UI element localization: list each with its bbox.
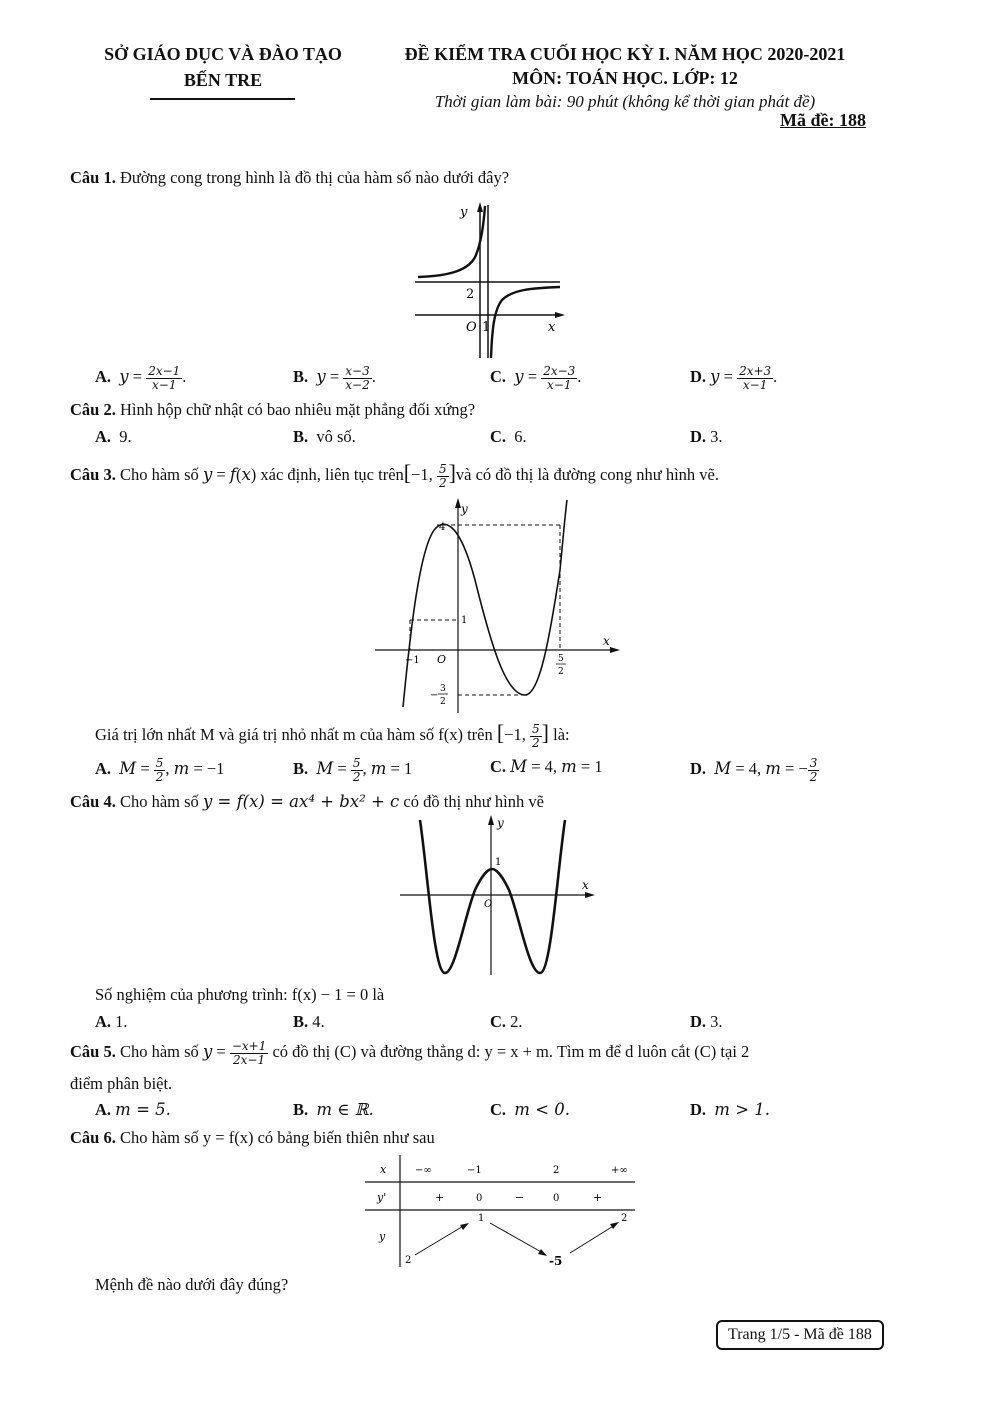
x-value: −∞	[415, 1165, 432, 1176]
q1-option-b[interactable]: B. y = $\frac{x-3}{x-2}$ .	[293, 364, 376, 392]
tick-label-2: 2	[558, 667, 564, 677]
question-5: Câu 5. Cho hàm số y = $\frac{-x+1}{2x-1}$ có đồ thị (C) và đường thẳng d: y = x + m. Tìm m để d luôn cắt (C) tại 2	[70, 1039, 750, 1067]
q3-option-a[interactable]: A. M = $\frac{5}{2}$ , m = −1	[95, 756, 225, 784]
time-note: Thời gian làm bài: 90 phút (không kể thời gian phát đề)	[434, 92, 816, 111]
q1-option-c[interactable]: C. y = $\frac{2x-3}{x-1}$ .	[490, 364, 582, 392]
q3-option-b[interactable]: B. M = $\frac{5}{2}$ , m = 1	[293, 756, 413, 784]
y-value: -5	[549, 1254, 563, 1268]
q5-option-b[interactable]: B. m ∈ ℝ.	[293, 1100, 374, 1119]
row-label-y: y	[379, 1230, 386, 1243]
origin-label: O	[484, 899, 493, 910]
question-2: Câu 2. Hình hộp chữ nhật có bao nhiêu mặt phẳng đối xứng?	[70, 400, 476, 419]
q1-option-d[interactable]: D. y = $\frac{2x+3}{x-1}$ .	[690, 364, 778, 392]
question-text: Đường cong trong hình là đồ thị của hàm số nào dưới đây?	[119, 168, 510, 187]
row-label-x: x	[380, 1163, 387, 1176]
tick-label-1: 1	[482, 320, 491, 335]
q3-graph	[375, 495, 625, 715]
sign: +	[593, 1191, 603, 1204]
question-5-cont: điểm phân biệt.	[70, 1074, 173, 1093]
x-value: −1	[467, 1165, 482, 1176]
question-6: Câu 6. Cho hàm số y = f(x) có bảng biến thiên như sau	[70, 1128, 435, 1147]
sign: +	[435, 1191, 445, 1204]
exam-title: ĐỀ KIỂM TRA CUỐI HỌC KỲ I. NĂM HỌC 2020-2021	[404, 44, 846, 64]
q2-option-c[interactable]: C. 6.	[490, 427, 527, 446]
fraction: $\frac{-x+1}{2x-1}$	[231, 1039, 267, 1067]
tick-label-4: 4	[439, 522, 446, 533]
y-value: 1	[478, 1213, 485, 1224]
q3-option-d[interactable]: D. M = 4, m = − $\frac{3}{2}$	[690, 756, 818, 784]
tick-label-5: 5	[558, 654, 564, 664]
question-1	[70, 168, 509, 188]
axis-label-x: x	[603, 634, 610, 648]
q5-option-c[interactable]: C. m < 0.	[490, 1100, 571, 1119]
row-label-yprime: y'	[377, 1191, 387, 1204]
q4-graph	[400, 815, 600, 980]
q4-option-c[interactable]: C. 2.	[490, 1012, 523, 1031]
question-6-prompt: Mệnh đề nào dưới đây đúng?	[95, 1275, 289, 1294]
y-value: 2	[405, 1255, 412, 1266]
header-rule	[150, 98, 295, 100]
variation-table	[365, 1155, 640, 1270]
tick-label-1: 1	[461, 615, 468, 626]
subject-line: MÔN: TOÁN HỌC. LỚP: 12	[512, 68, 738, 88]
tick-label-3: 3	[440, 684, 446, 694]
axis-label-y: y	[497, 816, 504, 830]
sign: −	[515, 1191, 525, 1204]
fraction: $\frac{2x+3}{x-1}$	[739, 364, 772, 392]
province-name: BẾN TRE	[183, 70, 263, 90]
q1-graph	[410, 200, 570, 360]
fraction: $\frac{2x-3}{x-1}$	[543, 364, 576, 392]
q5-option-a[interactable]: A. m = 5.	[95, 1100, 171, 1119]
q2-option-a[interactable]: A. 9.	[95, 427, 132, 446]
q1-option-a[interactable]: A. y = $\frac{2x-1}{x-1}$ .	[95, 364, 187, 392]
q5-option-d[interactable]: D. m > 1.	[690, 1100, 771, 1119]
page-footer: Trang 1/5 - Mã đề 188	[716, 1320, 884, 1350]
question-4-prompt: Số nghiệm của phương trình: f(x) − 1 = 0 là	[95, 985, 385, 1004]
question-label: Câu 1.	[70, 168, 116, 187]
q2-option-d[interactable]: D. 3.	[690, 427, 723, 446]
tick-label-2: 2	[466, 287, 475, 302]
axis-label-x: x	[582, 878, 589, 892]
q3-option-c[interactable]: C. M = 4, m = 1	[490, 757, 603, 776]
axis-label-x: x	[548, 320, 556, 335]
tick-label-1: 1	[495, 857, 502, 868]
department-name: SỞ GIÁO DỤC VÀ ĐÀO TẠO	[104, 44, 342, 64]
q4-option-a[interactable]: A. 1.	[95, 1012, 128, 1031]
origin-label: O	[466, 320, 477, 335]
tick-label-2b: 2	[440, 697, 446, 707]
sign: 0	[553, 1193, 560, 1204]
question-4: Câu 4. Cho hàm số y = f(x) = ax⁴ + bx² + c có đồ thị như hình vẽ	[70, 792, 544, 811]
axis-label-y: y	[461, 502, 468, 516]
origin-label: O	[437, 653, 447, 666]
q4-option-b[interactable]: B. 4.	[293, 1012, 325, 1031]
axis-label-y: y	[460, 205, 468, 220]
x-value: 2	[553, 1165, 560, 1176]
x-value: +∞	[611, 1165, 628, 1176]
tick-label-neg1: −1	[405, 655, 420, 666]
fraction: $\frac{x-3}{x-2}$	[345, 364, 370, 392]
q4-option-d[interactable]: D. 3.	[690, 1012, 723, 1031]
y-value: 2	[621, 1213, 628, 1224]
q2-option-b[interactable]: B. vô số.	[293, 427, 356, 446]
exam-code: Mã đề: 188	[780, 110, 866, 130]
tick-minus: −	[430, 690, 439, 701]
sign: 0	[476, 1193, 483, 1204]
fraction: $\frac{2x-1}{x-1}$	[148, 364, 181, 392]
formula: y = f(x) = ax⁴ + bx² + c	[202, 792, 400, 811]
question-3-prompt: Giá trị lớn nhất M và giá trị nhỏ nhất m của hàm số f(x) trên [−1, $\frac{5}{2}$ ] là:	[95, 720, 570, 750]
question-3: Câu 3. Cho hàm số y = f(x) xác định, liên tục trên[−1, $\frac{5}{2}$ ]và có đồ thị là đường cong như hình vẽ.	[70, 460, 719, 490]
